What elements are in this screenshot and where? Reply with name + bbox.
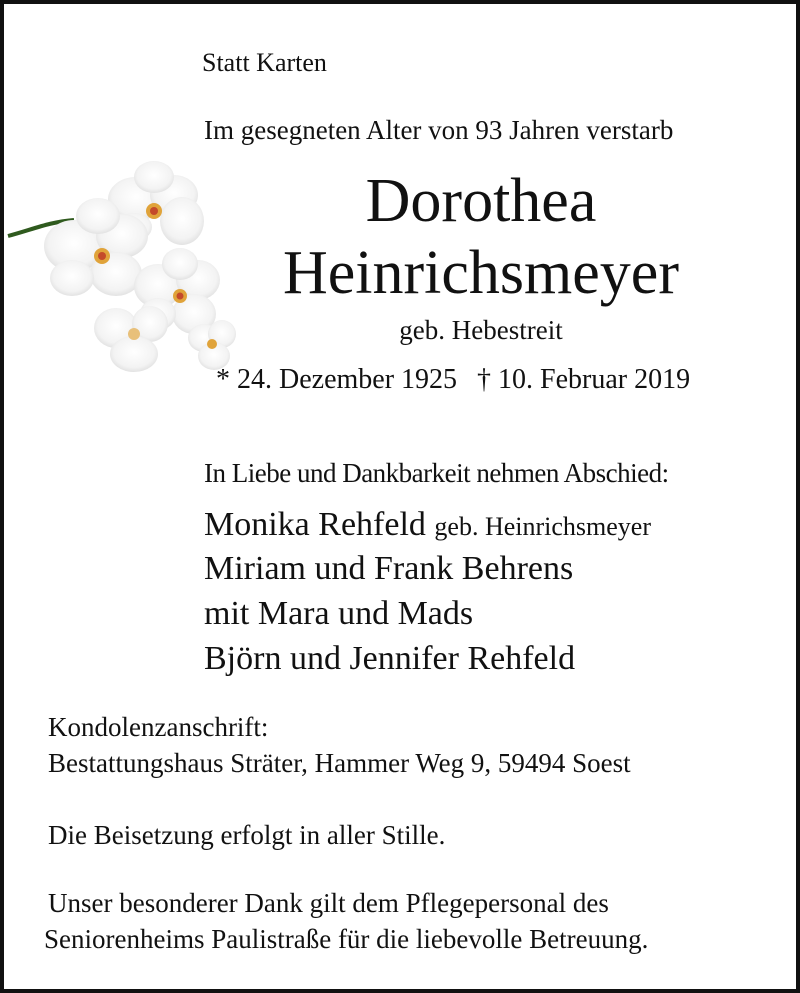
thanks-line-1: Unser besonderer Dank gilt dem Pflegepersonal des <box>48 888 609 918</box>
life-dates <box>216 366 690 394</box>
mourner-maiden-name: geb. Heinrichsmeyer <box>434 512 651 541</box>
age-line: Im gesegneten Alter von 93 Jahren verstarb <box>204 115 674 145</box>
intro-text: Statt Karten <box>202 48 327 77</box>
burial-note: Die Beisetzung erfolgt in aller Stille. <box>48 820 446 850</box>
mourner-line-2: Miriam und Frank Behrens <box>204 550 574 587</box>
deceased-last-name: Heinrichsmeyer <box>283 239 679 307</box>
death-date: † 10. Februar 2019 <box>477 364 691 395</box>
thanks-line-2: Seniorenheims Paulistraße für die liebevolle Betreuung. <box>44 924 649 954</box>
deceased-first-name: Dorothea <box>365 167 597 235</box>
birth-date: * 24. Dezember 1925 <box>216 364 458 395</box>
mourner-line-1 <box>204 508 651 542</box>
mourner-line-3: mit Mara und Mads <box>204 595 474 632</box>
mourners-intro: In Liebe und Dankbarkeit nehmen Abschied: <box>204 458 669 488</box>
deceased-maiden-name: geb. Hebestreit <box>399 315 563 345</box>
condolence-address: Bestattungshaus Sträter, Hammer Weg 9, 59494 Soest <box>48 748 631 778</box>
condolence-label: Kondolenzanschrift: <box>48 712 269 742</box>
mourner-line-4: Björn und Jennifer Rehfeld <box>204 640 576 677</box>
mourner-name: Monika Rehfeld <box>204 506 426 543</box>
